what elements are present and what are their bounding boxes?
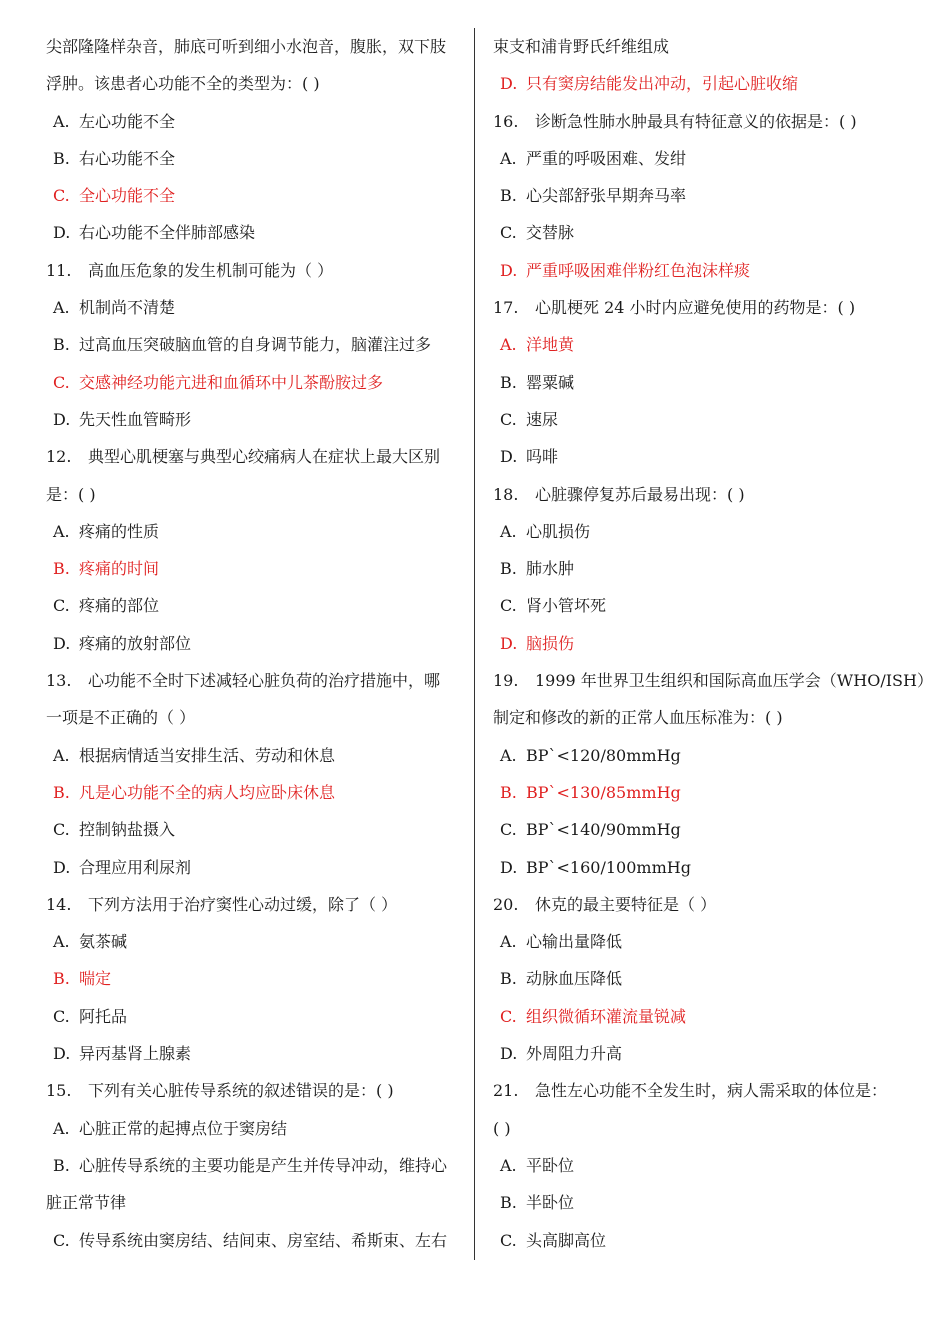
- option-letter: D.: [500, 74, 518, 94]
- answer-option: [493, 774, 913, 811]
- option-letter: D.: [53, 633, 71, 653]
- answer-option: [493, 998, 913, 1035]
- option-text: 凡是心功能不全的病人均应卧床休息: [79, 782, 336, 802]
- option-text: 脑损伤: [526, 633, 575, 653]
- question-number: 12.: [46, 447, 72, 467]
- option-text: 洋地黄: [526, 335, 575, 355]
- option-text: 外周阻力升高: [526, 1044, 623, 1064]
- option-text: 控制钠盐摄入: [79, 820, 176, 840]
- option-text: 肺水肿: [526, 559, 575, 579]
- option-text: BP`<160/100mmHg: [526, 857, 691, 877]
- option-letter: D.: [500, 260, 518, 280]
- answer-option: [46, 550, 466, 587]
- option-letter: A.: [500, 932, 517, 952]
- text-line: 尖部隆隆样杂音，肺底可听到细小水泡音，腹胀，双下肢: [46, 37, 447, 56]
- answer-choice: [46, 103, 466, 140]
- question-text: 心功能不全时下述减轻心脏负荷的治疗措施中，哪: [88, 671, 441, 691]
- option-text: 合理应用利尿剂: [79, 857, 192, 877]
- option-letter: A.: [500, 335, 517, 355]
- option-letter: A.: [500, 148, 517, 168]
- option-letter: D.: [53, 409, 71, 429]
- option-letter: D.: [500, 447, 518, 467]
- option-letter: C.: [500, 409, 517, 429]
- option-letter: B.: [500, 186, 517, 206]
- option-text: 半卧位: [526, 1193, 575, 1213]
- answer-choice: [46, 923, 466, 960]
- option-letter: A.: [53, 745, 70, 765]
- option-letter: A.: [53, 1118, 70, 1138]
- question-text: 典型心肌梗塞与典型心绞痛病人在症状上最大区别: [88, 447, 441, 467]
- option-text: BP`<130/85mmHg: [526, 782, 681, 802]
- answer-choice: [493, 737, 913, 774]
- answer-option: [46, 960, 466, 997]
- answer-option: [46, 774, 466, 811]
- option-text: 疼痛的放射部位: [79, 633, 192, 653]
- answer-choice: [46, 513, 466, 550]
- option-letter: B.: [53, 335, 70, 355]
- option-text: 罂粟碱: [526, 372, 575, 392]
- question-text: 心脏骤停复苏后最易出现：( ): [535, 484, 745, 504]
- answer-choice: [46, 401, 466, 438]
- option-text: 心肌损伤: [526, 521, 591, 541]
- answer-choice: [46, 998, 466, 1035]
- option-text: 氨茶碱: [79, 932, 128, 952]
- answer-choice: [46, 811, 466, 848]
- answer-option: [493, 326, 913, 363]
- option-text: 严重呼吸困难伴粉红色泡沫样痰: [526, 260, 751, 280]
- option-letter: B.: [500, 969, 517, 989]
- question-number: 17.: [493, 298, 519, 318]
- option-text: 心输出量降低: [526, 932, 623, 952]
- question-number: 20.: [493, 894, 519, 914]
- option-letter: C.: [53, 1006, 70, 1026]
- option-text: 只有窦房结能发出冲动，引起心脏收缩: [526, 74, 799, 94]
- question-stem: [46, 438, 466, 475]
- text-line: 一项是不正确的（ ）: [46, 708, 196, 728]
- option-text: 动脉血压降低: [526, 969, 623, 989]
- option-letter: D.: [53, 1044, 71, 1064]
- option-text: 头高脚高位: [526, 1230, 607, 1250]
- option-text: 速尿: [526, 409, 559, 429]
- answer-choice: [493, 811, 913, 848]
- question-text: 高血压危象的发生机制可能为（ ）: [88, 260, 334, 280]
- option-letter: C.: [500, 1230, 517, 1250]
- answer-choice: [493, 1222, 913, 1259]
- option-letter: C.: [500, 1006, 517, 1026]
- question-stem: [46, 1072, 466, 1109]
- text-line: 束支和浦肯野氏纤维组成: [493, 37, 670, 56]
- option-text: 异丙基肾上腺素: [79, 1044, 192, 1064]
- question-stem: [46, 886, 466, 923]
- question-stem: [46, 662, 466, 699]
- column-divider: [474, 28, 475, 1260]
- answer-option: [493, 252, 913, 289]
- option-letter: B.: [53, 148, 70, 168]
- option-text: 心脏传导系统的主要功能是产生并传导冲动，维持心: [79, 1155, 448, 1175]
- question-stem: [493, 662, 933, 699]
- question-stem: [493, 103, 913, 140]
- question-number: 14.: [46, 894, 72, 914]
- question-text: 诊断急性肺水肿最具有特征意义的依据是：( ): [535, 111, 857, 131]
- question-stem: [493, 1072, 913, 1109]
- answer-choice: [493, 364, 913, 401]
- option-letter: B.: [53, 969, 70, 989]
- option-text: 心脏正常的起搏点位于窦房结: [79, 1118, 288, 1138]
- option-text: 疼痛的时间: [79, 559, 160, 579]
- answer-option: [46, 177, 466, 214]
- option-letter: C.: [53, 596, 70, 616]
- right-column: [493, 28, 933, 1259]
- option-text: 平卧位: [526, 1155, 575, 1175]
- question-text: 1999 年世界卫生组织和国际高血压学会（WHO/ISH）: [535, 671, 933, 691]
- option-letter: D.: [500, 857, 518, 877]
- answer-choice: [493, 587, 913, 624]
- question-stem: [46, 252, 466, 289]
- answer-choice: [493, 849, 913, 886]
- option-letter: A.: [500, 521, 517, 541]
- question-stem: [493, 476, 913, 513]
- option-text: 右心功能不全伴肺部感染: [79, 223, 256, 243]
- answer-choice: [46, 1222, 466, 1259]
- question-number: 15.: [46, 1081, 72, 1101]
- answer-choice: [46, 737, 466, 774]
- answer-choice: [46, 1035, 466, 1072]
- question-number: 18.: [493, 484, 519, 504]
- option-letter: A.: [53, 521, 70, 541]
- option-letter: B.: [500, 372, 517, 392]
- option-letter: A.: [500, 1155, 517, 1175]
- answer-choice: [493, 550, 913, 587]
- text-line: 脏正常节律: [46, 1193, 127, 1213]
- question-stem: [493, 289, 913, 326]
- option-letter: B.: [500, 1193, 517, 1213]
- answer-choice: [493, 1184, 913, 1221]
- question-text: 心肌梗死 24 小时内应避免使用的药物是：( ): [535, 298, 856, 318]
- option-text: 交替脉: [526, 223, 575, 243]
- question-stem: [493, 886, 913, 923]
- option-letter: B.: [500, 782, 517, 802]
- question-number: 16.: [493, 111, 519, 131]
- option-text: 传导系统由窦房结、结间束、房室结、希斯束、左右: [79, 1230, 448, 1250]
- option-text: 过高血压突破脑血管的自身调节能力，脑灌注过多: [79, 335, 432, 355]
- option-text: 严重的呼吸困难、发绀: [526, 148, 687, 168]
- option-text: 全心功能不全: [79, 186, 176, 206]
- option-letter: C.: [53, 372, 70, 392]
- answer-choice: [46, 326, 466, 363]
- answer-choice: [493, 438, 913, 475]
- option-text: 肾小管坏死: [526, 596, 607, 616]
- option-letter: B.: [53, 559, 70, 579]
- answer-choice: [46, 625, 466, 662]
- question-text: 急性左心功能不全发生时，病人需采取的体位是：: [535, 1081, 888, 1101]
- question-text: 下列有关心脏传导系统的叙述错误的是：( ): [88, 1081, 394, 1101]
- option-letter: C.: [53, 820, 70, 840]
- option-text: 左心功能不全: [79, 111, 176, 131]
- answer-choice: [493, 177, 913, 214]
- question-text: 下列方法用于治疗窦性心动过缓，除了（ ）: [88, 894, 398, 914]
- question-text: 休克的最主要特征是（ ）: [535, 894, 717, 914]
- option-text: 先天性血管畸形: [79, 409, 192, 429]
- text-line: 浮肿。该患者心功能不全的类型为：( ): [46, 74, 320, 94]
- answer-choice: [493, 1147, 913, 1184]
- option-text: 疼痛的部位: [79, 596, 160, 616]
- answer-choice: [493, 140, 913, 177]
- left-column: [46, 28, 466, 1259]
- answer-choice: [493, 960, 913, 997]
- option-letter: B.: [500, 559, 517, 579]
- option-text: 喘定: [79, 969, 112, 989]
- text-line: ( ): [493, 1118, 511, 1138]
- option-letter: A.: [53, 932, 70, 952]
- option-text: BP`<140/90mmHg: [526, 820, 681, 840]
- answer-choice: [493, 401, 913, 438]
- answer-choice: [493, 513, 913, 550]
- answer-choice: [46, 214, 466, 251]
- option-text: BP`<120/80mmHg: [526, 745, 681, 765]
- option-letter: D.: [53, 857, 71, 877]
- question-number: 13.: [46, 671, 72, 691]
- option-letter: D.: [53, 223, 71, 243]
- option-letter: D.: [500, 1044, 518, 1064]
- option-letter: B.: [53, 1155, 70, 1175]
- question-number: 11.: [46, 260, 72, 280]
- option-text: 阿托品: [79, 1006, 128, 1026]
- answer-choice: [46, 587, 466, 624]
- answer-choice: [46, 1110, 466, 1147]
- option-text: 组织微循环灌流量锐减: [526, 1006, 687, 1026]
- answer-option: [493, 625, 913, 662]
- option-letter: C.: [53, 186, 70, 206]
- text-line: 是：( ): [46, 484, 96, 504]
- option-letter: A.: [53, 111, 70, 131]
- answer-choice: [493, 214, 913, 251]
- option-letter: C.: [500, 820, 517, 840]
- option-text: 右心功能不全: [79, 148, 176, 168]
- option-text: 根据病情适当安排生活、劳动和休息: [79, 745, 336, 765]
- option-letter: C.: [500, 223, 517, 243]
- option-letter: A.: [500, 745, 517, 765]
- answer-choice: [46, 1147, 466, 1184]
- option-letter: C.: [500, 596, 517, 616]
- option-text: 吗啡: [526, 447, 559, 467]
- answer-choice: [493, 923, 913, 960]
- answer-choice: [46, 140, 466, 177]
- question-number: 21.: [493, 1081, 519, 1101]
- option-text: 疼痛的性质: [79, 521, 160, 541]
- option-text: 交感神经功能亢进和血循环中儿茶酚胺过多: [79, 372, 384, 392]
- answer-choice: [493, 1035, 913, 1072]
- question-number: 19.: [493, 671, 519, 691]
- answer-option: [46, 364, 466, 401]
- text-line: 制定和修改的新的正常人血压标准为：( ): [493, 708, 783, 728]
- option-letter: D.: [500, 633, 518, 653]
- option-text: 心尖部舒张早期奔马率: [526, 186, 687, 206]
- answer-choice: [46, 849, 466, 886]
- option-letter: C.: [53, 1230, 70, 1250]
- answer-choice: [46, 289, 466, 326]
- option-letter: A.: [53, 298, 70, 318]
- answer-option: [493, 65, 913, 102]
- option-text: 机制尚不清楚: [79, 298, 176, 318]
- option-letter: B.: [53, 782, 70, 802]
